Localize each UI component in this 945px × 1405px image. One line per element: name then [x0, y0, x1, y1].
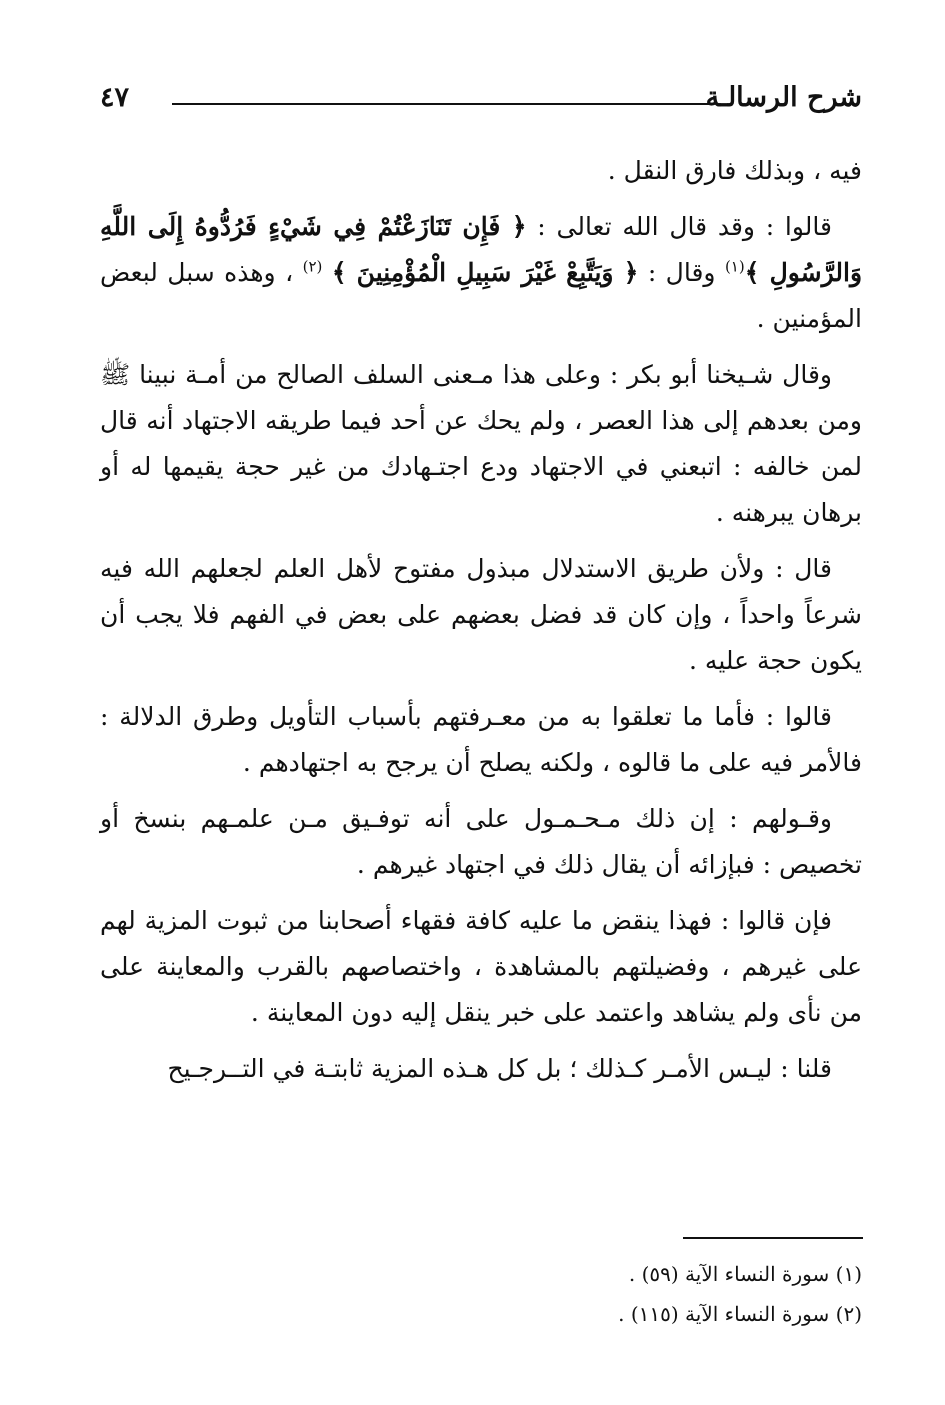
- footnote-1: (١) سورة النساء الآية (٥٩) .: [628, 1262, 862, 1286]
- quran-quote-1: ﴿ فَإِن تَنَازَعْتُمْ فِي شَيْءٍ فَرُدُّوهُ إِلَى اللَّهِ وَالرَّسُولِ ﴾: [100, 212, 863, 287]
- footnote-2: (٢) سورة النساء الآية (١١٥) .: [618, 1302, 862, 1326]
- paragraph-7: فإن قالوا : فهذا ينقض ما عليه كافة فقهاء أصحابنا من ثبوت المزية لهم على غيرهم ، وفضيلتهم بالمشاهدة ، واختصاصهم بالقرب والمعاينة على من نأى ولم يشاهد واعتمد على خبر ينقل إليه دون المعاينة .: [100, 906, 862, 1027]
- footnote-rule: [683, 1237, 863, 1239]
- paragraph-2-intro: قالوا : وقد قال الله تعالى :: [537, 212, 832, 241]
- book-title: شرح الرسالـة: [705, 82, 862, 113]
- quran-quote-2: ﴿ وَيَتَّبِعْ غَيْرَ سَبِيلِ الْمُؤْمِنِينَ ﴾: [331, 258, 639, 287]
- paragraph-2-end: ، وهذه سبل لبعض المؤمنين .: [100, 258, 862, 333]
- paragraph-5: قالوا : فأما ما تعلقوا به من معـرفتهم بأسباب التأويل وطرق الدلالة : فالأمر فيه على ما قالوه ، ولكنه يصلح أن يرجح به اجتهادهم .: [100, 702, 862, 777]
- paragraph-6: وقـولهم : إن ذلك مـحـمـول على أنه توفـيق مـن علمـهم بنسخ أو تخصيص : فبإزائه أن يقال ذلك في اجتهاد غيرهم .: [100, 804, 862, 879]
- footnotes: [100, 1254, 862, 1334]
- running-header: [100, 82, 862, 122]
- header-rule: [172, 103, 712, 105]
- footnote-ref-2: (٢): [302, 257, 323, 276]
- paragraph-8: قلنا : ليـس الأمـر كـذلك ؛ بل كل هـذه المزية ثابتـة في التــرجـيح: [167, 1054, 832, 1083]
- paragraph-3: وقال شـيخنا أبو بكر : وعلى هذا مـعنى السلف الصالح من أمـة نبينا ﷺ ومن بعدهم إلى هذا العصر ، ولم يحك عن أحد فيما طريقه الاجتهاد أنه قال لمن خالفه : اتبعني في الاجتهاد ودع اجتـهادك من غير حجة يقيمها له أو برهان يبرهنه .: [100, 360, 862, 527]
- footnote-ref-1: (١): [724, 257, 745, 276]
- paragraph-2: [100, 204, 862, 342]
- paragraph-1: فيه ، وبذلك فارق النقل .: [607, 156, 862, 185]
- page-number: ٤٧: [100, 82, 130, 113]
- main-text: [100, 148, 862, 1102]
- paragraph-4: قال : ولأن طريق الاستدلال مبذول مفتوح لأهل العلم لجعلهم الله فيه شرعاً واحداً ، وإن كان قد فضل بعضهم على بعض في الفهم فلا يجب أن يكون حجة عليه .: [100, 554, 862, 675]
- paragraph-2-mid: وقال :: [647, 258, 716, 287]
